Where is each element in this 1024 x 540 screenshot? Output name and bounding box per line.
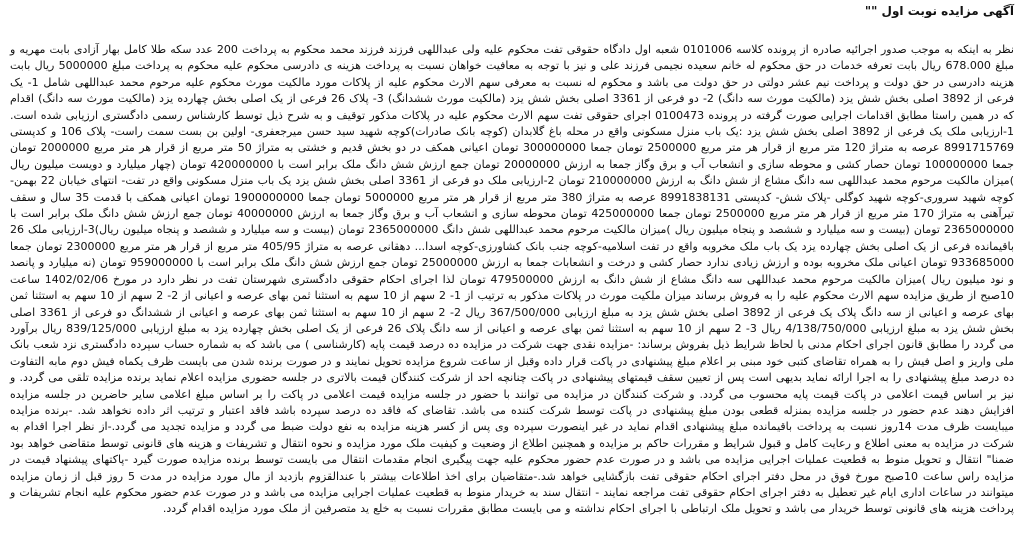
notice-body-text: نظر به اینکه به موجب صدور اجرائیه صادره از پرونده کلاسه 0101006 شعبه اول دادگاه حقوقی تفت محکوم علیه ولی عبداللهی فرزند فرزند محمد محکوم به پرداخت 200 عدد سکه طلا کامل بهار آزادی بابت مهریه و مبلغ 678.000 ریال بابت تعرفه خدمات در حق محکوم له خانم سعیده نجیمی فرزند علی و نیز با توجه به معافیت خواهان نسبت به پرداخت هزینه ی دادرسی محکوم علیه محکوم به پرداخت مبلغ 5000000 ریال بابت هزینه دادرسی در حق دولت و پرداخت نیم عشر دولتی در حق دولت می باشد و محکوم له نسبت به معرفی سهم الارث محکوم علیه از پلاکات مورد مالکیت مورث محکوم علیه مرحوم محمد عبداللهی شامل 1- یک فرعی از 3892 اصلی بخش شش یزد (مالکیت مورث سه دانگ) 2- دو فرعی از 3361 اصلی بخش شش یزد (مالکیت مورث ششدانگ) 3- پلاک 26 فرعی از یک اصلی بخش چهارده یزد (مالکیت مورث سه دانگ) اقدام که در همین راستا مطابق اقدامات اجرایی صورت گرفته در پرونده 0100473 اجرای حقوقی تفت سهم الارث محکوم علیه در پلاکات مذکور توقیف و به شرح ذیل توسط کارشناس رسمی دادگستری ارزیابی شده است. 1-ارزیابی ملک یک فرعی از 3892 اصلی بخش شش یزد :یک باب منزل مسکونی واقع در محله باغ گلابدان (کوچه بانک صادرات)کوچه شهید سید حسن میرجعفری- اولین بن بست سمت راست- پلاک 106 و کدپستی 8991715769 عرصه به متراژ 120 متر مربع از قرار هر متر مربع 2500000 تومان جمعا 300000000 تومان اعیانی همکف در دو بخش قدیم و خشتی به متراژ 50 متر مربع از قرار هر متر مربع 2000000 تومان جمعا 100000000 تومان حصار کشی و محوطه سازی و انشعاب آب و برق وگاز جمعا به ارزش 20000000 تومان جمع ارزش شش دانگ ملک برابر است با 420000000 تومان (چهار میلیارد و دویست میلیون ریال )میزان مالکیت مرحوم محمد عبداللهی سه دانگ مشاع از شش دانگ به ارزش 210000000 تومان 2-ارزیابی ملک دو فرعی از 3361 اصلی بخش شش یزد یک باب منزل مسکونی واقع در تفت- انتهای خیابان 22 بهمن- کوچه شهید سروری-کوچه شهید کوگلی -پلاک شش- کدپستی 8991838131 عرصه به متراژ 380 متر مربع از قرار هر متر مربع 5000000 تومان جمعا 1900000000 تومان اعیانی همکف با قدمت 35 سال و سقف تیرآهنی به متراژ 170 متر مربع از قرار هر متر مربع 2500000 تومان جمعا 425000000 تومان محوطه سازی و انشعاب آب و برق وگاز جمعا به ارزش 40000000 تومان جمع ارزش شش دانگ ملک برابر است با 2365000000 تومان (بیست و سه میلیارد و ششصد و پنجاه میلیون ریال )میزان مالکیت مرحوم محمد عبداللهی شش دانگ 2365000000 تومان (بیست و سه میلیارد و ششصد و پنجاه میلیون ریال)3-ارزیابی ملک 26 باقیمانده فرعی از یک اصلی بخش چهارده یزد یک باب ملک مخروبه واقع در تفت اسلامیه-کوچه جنب بانک کشاورزی-کوچه اسدا... دهقانی عرصه به متراژ 405/95 متر مربع از قرار هر متر مربع 2300000 تومان جمعا 933685000 تومان اعیانی ملک مخروبه بوده و ارزش زیادی ندارد حصار کشی و درخت و انشعابات جمعا به ارزش 25000000 تومان جمع ارزش شش دانگ ملک برابر است با 959000000 تومان (نه میلیارد و پانصد و نود میلیون ریال )میزان مالکیت مرحوم محمد عبداللهی سه دانگ مشاع از شش دانگ به ارزش 479500000 تومان لذا اجرای احکام حقوقی دادگستری شهرستان تفت در نظر دارد در مورخ 1402/02/06 ساعت 10صبح از طریق مزایده سهم الارث محکوم علیه را به فروش برساند میزان ملکیت مورث در پلاکات مذکور به ترتیب از 1- 2 سهم از 10 سهم به استثنا ثمن بهای عرصه و اعیانی از 2- 2 سهم از 10 سهم به استثنا ثمن بهای عرصه و اعیانی از سه دانگ پلاک یک فرعی از 3892 اصلی بخش شش یزد به مبلغ ارزیابی 367/500/000 ریال 2- 2 سهم از 10 سهم به استثنا ثمن بهای عرصه و اعیانی از ششدانگ دو فرعی از 3361 اصلی بخش شش یزد به مبلغ ارزیابی 4/138/750/000 ریال 3- 2 سهم از 10 سهم به استثنا ثمن بهای عرصه و اعیانی از سه دانگ پلاک 26 فرعی از یک اصلی بخش چهارده یزد به مبلغ ارزیابی 839/125/000 ریال برآورد می گردد را مطابق قانون اجرای احکام مدنی با لحاظ شرایط ذیل بفروش برساند: -مزایده نقدی جهت شرکت در مزایده ده درصد قیمت پایه (کارشناسی ) می باشد که به شماره حساب سپرده دادگستری نزد شعب بانک ملی واریز و اصل فیش را به همراه تقاضای کتبی خود مبنی بر اعلام مبلغ پیشنهادی در پاکت قرار داده وقبل از ساعت شروع مزایده تحویل نمایند و در صورت برنده شدن می بایست ظرف یکماه فیش دوم مابه التفاوت ده درصد مبلغ پیشنهادی را به اجرا ارائه نماید بدیهی است پس از تعیین سقف قیمتهای پیشنهادی در پاکت چنانچه احد از شرکت کنندگان قیمت بالاتری در جلسه حضوری مزایده اعلام نماید برنده مزایده تلقی می گردد. و نیز بر اساس قیمت اعلامی در پاکت قیمت پایه محسوب می گردد. و شرکت کنندگان در مزایده می توانند با حضور در جلسه مزایده قیمت اعلامی در پاکت را بر اساس مبلغ اعلامی سایر حاضرین در جلسه مزایده افزایش دهند عدم حضور در جلسه مزایده بمنزله قطعی بودن مبلغ پیشنهادی در پاکت توسط شرکت کننده می باشد. تقاضای که فاقد ده درصد سپرده باشد فاقد اعتبار و ترتیب اثر داده نخواهد شد. -برنده مزایده میبایست ظرف مدت 14روز نسبت به پرداخت باقیمانده مبلغ پیشنهادی اقدام نماید در غیر اینصورت سپرده وی پس از کسر هزینه مزایده به نفع دولت ضبط می گردد و مزایده تجدید می گردد.-از نظر اجرا اقدام به شرکت در مزایده به معنی اطلاع و رعایت کامل و قبول شرایط و مقررات حاکم بر مزایده و همچنین اطلاع از وضعیت و کیفیت ملک مورد مزایده و نحوه انتقال و تشریفات و هزینه های قانونی توسط متقاضی خواهد بود ضمنا" انتقال و تحویل منوط به قطعیت عملیات اجرایی مزایده می باشد و در صورت عدم حضور محکوم علیه جهت پیگیری انجام مقدمات انتقال می بایست توسط برنده مزایده صورت گیرد -پاکتهای پیشنهاد قیمت در مزایده راس ساعت 10صبح مورخ فوق در محل دفتر اجرای احکام حقوقی تفت بازگشایی خواهد شد.-متقاضیان برای اخذ اطلاعات بیشتر با عندالقزوم بازدید از مال مورد مزایده در مدت 5 روز قبل از زمان مزایده میتوانند در ساعات اداری ایام غیر تعطیل به دفتر اجرای احکام حقوقی تفت مراجعه نمایند - انتقال سند به خریدار منوط به قطعیت عملیات اجرایی مزایده می باشد و در صورت عدم حضور محکوم علیه انجام تشریفات و پرداخت هزینه های قانونی توسط خریدار می باشد و تحویل ملک ارتباطی با اجرای احکام نداشته و می بایست مطابق مقررات نسبت به خلع ید متصرفین از ملک مورد مزایده اقدام گردد.: [10, 43, 1015, 516]
notice-title: آگهی مزایده نوبت اول "": [864, 4, 1014, 18]
